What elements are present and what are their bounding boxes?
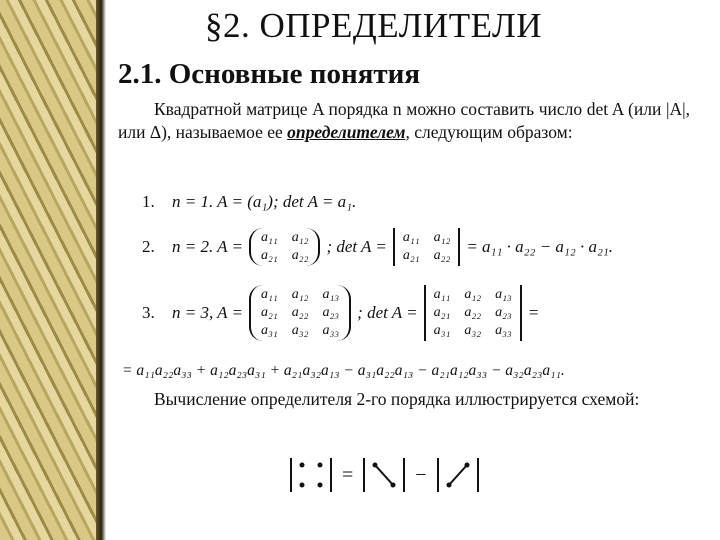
scheme-text: Вычисление определителя 2-го порядка иллюстрируется схемой: [154, 389, 640, 409]
formula-n3-expansion [122, 362, 565, 380]
matrix-entry: a₂₂ [433, 248, 451, 263]
matrix-entry: a₁₂ [433, 230, 451, 245]
scheme-minus: − [415, 463, 427, 486]
matrix-entry: a₃₃ [322, 323, 340, 338]
formula-n3-det: ; det A = [357, 303, 418, 322]
determinant-2x2 [393, 228, 460, 266]
intro-text-1: Квадратной матрице A порядка n можно составить число det A (или |A|, или Δ), называемое ее [118, 99, 690, 142]
matrix-entry: a₁₁ [260, 230, 278, 245]
formula-n3-lhs: n = 3, A = [172, 303, 243, 322]
decorative-stripe-shadow [96, 0, 106, 540]
matrix-entry: a₃₂ [291, 323, 309, 338]
matrix-entry: a₂₂ [291, 248, 309, 263]
matrix-entry: a₂₂ [464, 305, 482, 320]
formula-n2-det: ; det A = [326, 237, 387, 256]
item-number: 3. [142, 303, 155, 322]
matrix-entry: a₁₂ [291, 287, 309, 302]
matrix-entry: a₁₂ [464, 287, 482, 302]
matrix-entry: a₁₃ [495, 287, 512, 302]
matrix-entry: a₃₃ [495, 323, 512, 338]
matrix-entry: a₂₁ [260, 248, 278, 263]
matrix-entry: a₂₁ [260, 305, 278, 320]
matrix-entry: a₂₃ [322, 305, 340, 320]
section-subtitle: 2.1. Основные понятия [118, 58, 421, 90]
intro-paragraph [118, 98, 690, 144]
scheme-paragraph [118, 388, 690, 411]
matrix-entry: a₂₂ [291, 305, 309, 320]
item-number: 1. [142, 192, 155, 211]
intro-text-2: , следующим образом: [405, 122, 573, 142]
scheme-dots-matrix [288, 456, 334, 494]
matrix-entry: a₂₁ [433, 305, 451, 320]
matrix-entry: a₃₁ [433, 323, 451, 338]
term-determinant: определителем [287, 122, 406, 142]
item-number: 2. [142, 237, 155, 256]
matrix-entry: a₁₁ [260, 287, 278, 302]
matrix-entry: a₁₁ [402, 230, 420, 245]
page-title: §2. ОПРЕДЕЛИТЕЛИ [205, 6, 543, 45]
matrix-entry: a₁₁ [433, 287, 451, 302]
formula-n2-lhs: n = 2. A = [172, 237, 243, 256]
determinant-3x3 [424, 285, 522, 341]
formula-n1 [142, 192, 356, 212]
decorative-side-stripe [0, 0, 96, 540]
matrix-entry: a₁₃ [322, 287, 340, 302]
scheme-equals: = [342, 463, 354, 486]
formula-n2-rhs: = a₁₁ · a₂₂ − a₁₂ · a₂₁. [466, 237, 614, 256]
matrix-entry: a₃₂ [464, 323, 482, 338]
matrix-entry: a₂₁ [402, 248, 420, 263]
matrix-entry: a₁₂ [291, 230, 309, 245]
formula-n2 [142, 228, 613, 266]
matrix-entry: a₃₁ [260, 323, 278, 338]
expansion-text: = a₁₁a₂₂a₃₃ + a₁₂a₂₃a₃₁ + a₂₁a₃₂a₁₃ − a₃₁a₂₂a₁₃ − a₂₁a₁₂a₃₃ − a₃₂a₂₃a₁₁. [122, 362, 565, 379]
matrix-3x3 [249, 285, 351, 341]
matrix-entry: a₂₃ [495, 305, 512, 320]
matrix-2x2 [249, 228, 320, 266]
determinant-scheme [288, 456, 481, 494]
scheme-main-diagonal [361, 456, 407, 494]
formula-n3 [142, 285, 539, 341]
formula-n3-eq: = [527, 303, 540, 322]
scheme-anti-diagonal [435, 456, 481, 494]
formula-n1-text: n = 1. A = (a₁); det A = a₁. [172, 192, 357, 211]
